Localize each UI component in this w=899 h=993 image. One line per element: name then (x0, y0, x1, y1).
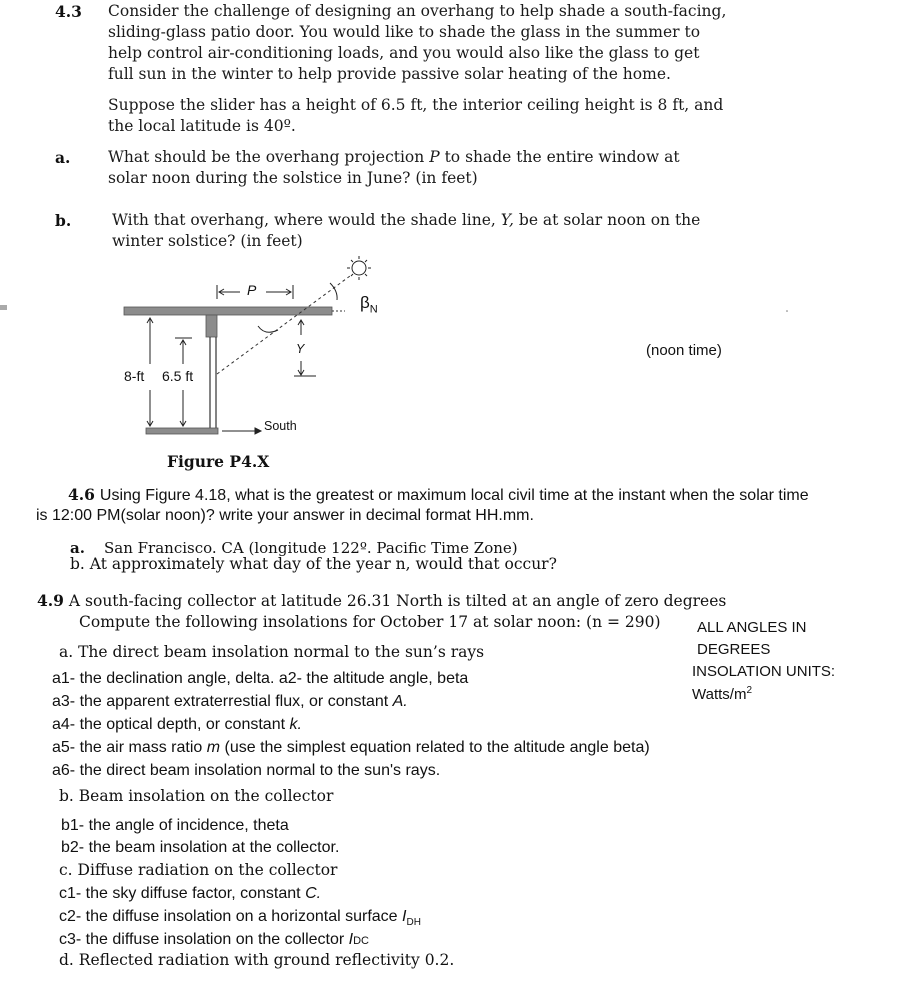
p49-line-2: Compute the following insolations for October 17 at solar noon: (n = 290) (79, 613, 661, 631)
overhang-figure (0, 250, 899, 450)
beta-arc (330, 283, 337, 300)
label-y: Y (296, 342, 305, 356)
figure-caption: Figure P4.X (167, 452, 270, 471)
p43-intro-line-4: full sun in the winter to help provide passive solar heating of the home. (108, 65, 671, 83)
floor-slab (146, 428, 218, 434)
p49-part-a-heading: a. The direct beam insolation normal to the sun’s rays (59, 643, 485, 661)
p43-part-a-line-1: What should be the overhang projection P to shade the entire window at (108, 148, 680, 166)
side-note-line-3: INSOLATION UNITS: (692, 663, 836, 680)
label-8ft: 8-ft (124, 368, 145, 384)
p43-part-a-label: a. (55, 148, 71, 167)
p43-part-b-line-2: winter solstice? (in feet) (112, 232, 303, 250)
p49-a1-a2: a1- the declination angle, delta. a2- the altitude angle, beta (52, 670, 469, 687)
p49-c2: c2- the diffuse insolation on a horizontal surface $I_{DH}$ (59, 908, 421, 929)
p49-a6: a6- the direct beam insolation normal to the sun's rays. (52, 762, 441, 779)
p43-suppose-line-2: the local latitude is 40º. (108, 117, 296, 135)
p43-part-a-line-2: solar noon during the solstice in June? (in feet) (108, 169, 478, 187)
side-note-line-2: DEGREES (697, 641, 771, 658)
south-arrow (222, 428, 261, 434)
p49-c1: c1- the sky diffuse factor, constant C. (59, 885, 322, 902)
p46-part-a-text: San Francisco. CA (longitude 122º. Pacific Time Zone) (104, 539, 518, 557)
sun-ray-line (217, 276, 350, 374)
problem-number-4-3: 4.3 (55, 2, 82, 21)
p49-a4: a4- the optical depth, or constant k. (52, 716, 302, 733)
label-p: P (247, 282, 257, 298)
p49-part-b-heading: b. Beam insolation on the collector (59, 787, 334, 805)
p49-b1: b1- the angle of incidence, theta (61, 817, 289, 834)
p43-part-b-label: b. (55, 211, 72, 230)
p43-intro-line-2: sliding-glass patio door. You would like to shade the glass in the summer to (108, 23, 701, 41)
p46-part-a-label: a. (70, 539, 85, 557)
noon-time-note: (noon time) (646, 342, 722, 359)
p49-a5: a5- the air mass ratio m (use the simplest equation related to the altitude angle beta) (52, 739, 650, 756)
p46-line-2: is 12:00 PM(solar noon)? write your answer in decimal format HH.mm. (36, 507, 534, 524)
stray-dot (786, 310, 788, 312)
sun-icon (347, 256, 371, 280)
label-south: South (264, 419, 297, 433)
p46-part-b-text: b. At approximately what day of the year n, would that occur? (70, 555, 557, 573)
label-6-5ft: 6.5 ft (162, 368, 194, 384)
p43-intro-line-1: Consider the challenge of designing an overhang to help shade a south-facing, (108, 2, 727, 20)
p43-suppose-line-1: Suppose the slider has a height of 6.5 ft, the interior ceiling height is 8 ft, and (108, 96, 724, 114)
p43-part-b-line-1: With that overhang, where would the shade line, Y, be at solar noon on the (112, 211, 701, 229)
angle-arc (258, 326, 278, 332)
dimension-8ft (147, 318, 153, 426)
p49-line-1: 4.9 A south-facing collector at latitude 26.31 North is tilted at an angle of zero degrees (37, 591, 727, 610)
side-note-line-1: ALL ANGLES IN (697, 619, 807, 636)
side-note-line-4: Watts/$m^2$ (692, 685, 753, 703)
p49-b2: b2- the beam insolation at the collector. (61, 839, 340, 856)
door-header (206, 315, 217, 337)
label-beta-n: $\beta_N$ (360, 293, 378, 316)
p46-line-1: 4.6 Using Figure 4.18, what is the greatest or maximum local civil time at the instant when the solar time (68, 485, 809, 504)
overhang-slab (124, 307, 332, 315)
p49-a3: a3- the apparent extraterrestial flux, or constant A. (52, 693, 408, 710)
p49-c3: c3- the diffuse insolation on the collector IDC (59, 931, 369, 948)
p43-intro-line-3: help control air-conditioning loads, and you would also like the glass to get (108, 44, 700, 62)
p49-part-c-heading: c. Diffuse radiation on the collector (59, 861, 338, 879)
p49-part-d-heading: d. Reflected radiation with ground reflectivity 0.2. (59, 951, 455, 969)
